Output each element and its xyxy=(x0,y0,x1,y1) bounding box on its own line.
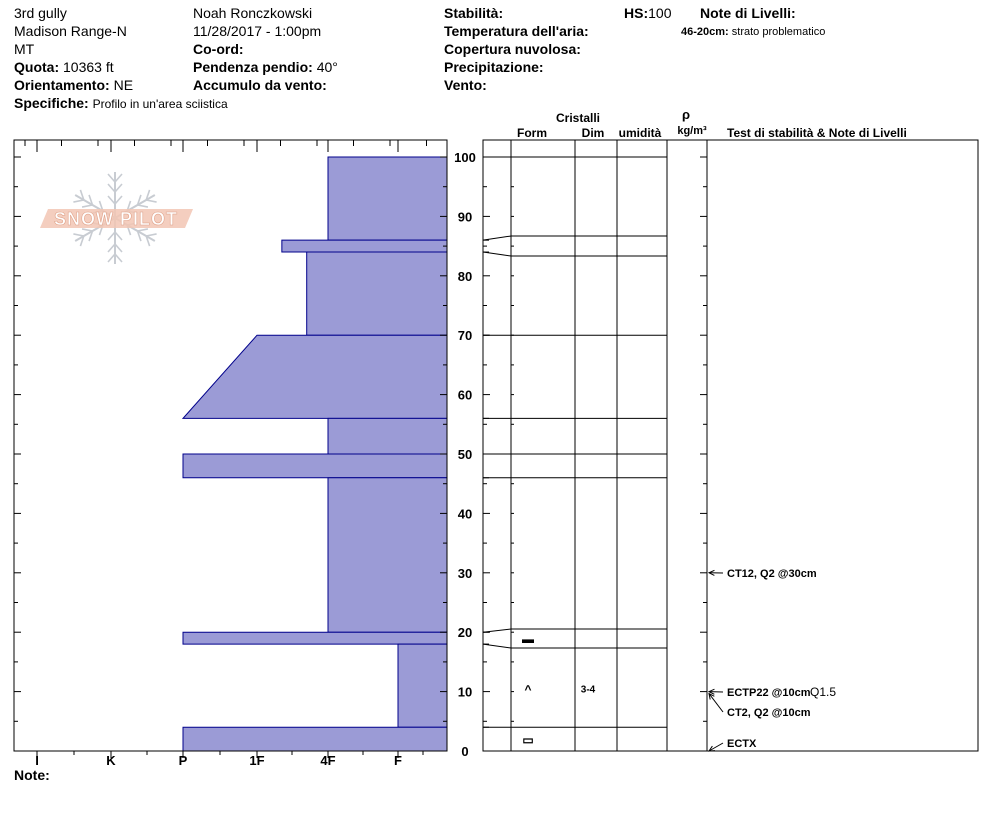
slope-value: 40° xyxy=(316,59,338,75)
datetime: 11/28/2017 - 1:00pm xyxy=(193,23,322,39)
stability-label: Stabilità: xyxy=(444,5,504,21)
height-tick-label: 10 xyxy=(457,684,473,700)
layer-connector xyxy=(483,644,511,648)
header-dim: Dim xyxy=(581,126,605,140)
location-name: 3rd gully xyxy=(14,5,67,21)
elevation-label: Quota: xyxy=(14,59,60,75)
hardness-profile xyxy=(183,157,447,751)
snowpilot-logo xyxy=(40,172,193,264)
hardness-tick-label: P xyxy=(178,753,188,768)
height-tick-label: 50 xyxy=(457,447,473,462)
grain-form-symbol: ^ xyxy=(524,682,532,697)
header-form: Form xyxy=(517,126,547,140)
stability-test-label: ECTP22 @10cm xyxy=(727,687,811,699)
elevation-value: 10363 ft xyxy=(63,59,114,75)
height-tick-label: 80 xyxy=(457,268,473,284)
slope-label: Pendenza pendio: xyxy=(193,59,313,75)
air-temp-label: Temperatura dell'aria: xyxy=(444,23,589,39)
range-name: Madison Range-N xyxy=(14,23,127,39)
precip-label: Precipitazione: xyxy=(444,59,544,75)
layer-connector xyxy=(483,252,511,256)
layer-table xyxy=(483,107,907,751)
hardness-bar xyxy=(183,335,447,418)
aspect-value: NE xyxy=(113,77,134,93)
height-tick-label: 40 xyxy=(457,506,473,522)
hardness-bar xyxy=(328,478,447,632)
chart-frames xyxy=(14,140,978,751)
hardness-tick-label: 4F xyxy=(320,753,336,768)
logo-text: SNOW PILOT xyxy=(54,209,178,229)
hardness-bar xyxy=(183,727,447,751)
state-name: MT xyxy=(14,41,35,57)
header-density-symbol: ρ xyxy=(681,107,691,122)
stability-test-label: ECTX xyxy=(727,738,757,750)
hardness-bar xyxy=(398,644,447,727)
grain-size-label: 3-4 xyxy=(580,684,596,696)
header-density-unit: kg/m³ xyxy=(677,125,707,137)
height-tick-label: 70 xyxy=(457,328,473,344)
hs-label: HS: xyxy=(624,5,649,21)
layer-notes-label: Note di Livelli: xyxy=(700,5,796,21)
test-arrow-line xyxy=(709,743,723,751)
header-moisture: umidità xyxy=(618,126,662,140)
hardness-tick-label: F xyxy=(394,753,402,768)
hardness-tick-label: K xyxy=(106,753,116,768)
height-tick-label: 100 xyxy=(454,150,476,165)
hardness-bar xyxy=(183,454,447,478)
hardness-bar xyxy=(328,418,447,454)
note-label: Note: xyxy=(14,767,50,783)
hardness-tick-label: I xyxy=(35,753,39,768)
hardness-bar xyxy=(282,240,447,252)
stability-test-extra: Q1.5 xyxy=(810,685,837,699)
height-tick-label: 90 xyxy=(457,209,473,225)
height-tick-label: 20 xyxy=(457,625,473,641)
height-tick-label: 30 xyxy=(457,565,473,581)
stability-test-label: CT12, Q2 @30cm xyxy=(727,568,817,580)
table-frame xyxy=(483,140,978,751)
hardness-bar xyxy=(307,252,447,335)
header-crystals: Cristalli xyxy=(555,111,601,125)
layer-note-depth: 46-20cm: xyxy=(681,26,729,38)
header-tests: Test di stabilità & Note di Livelli xyxy=(727,126,907,140)
layer-connector xyxy=(483,236,511,240)
hardness-bar xyxy=(183,632,447,644)
grain-form-symbol: ▬ xyxy=(522,632,534,647)
specifics-value: Profilo in un'area sciistica xyxy=(92,97,228,111)
stability-test-label: CT2, Q2 @10cm xyxy=(727,707,811,719)
coord-label: Co-ord: xyxy=(193,41,244,57)
cloud-label: Copertura nuvolosa: xyxy=(444,41,581,57)
layer-note-text: strato problematico xyxy=(731,26,826,38)
specifics-label: Specifiche: xyxy=(14,95,89,111)
aspect-label: Orientamento: xyxy=(14,77,110,93)
layer-connector xyxy=(483,629,511,632)
wind-label: Vento: xyxy=(444,77,487,93)
height-tick-label: 0 xyxy=(461,744,469,759)
hardness-tick-label: 1F xyxy=(249,753,265,768)
wind-loading-label: Accumulo da vento: xyxy=(193,77,327,93)
hs-value: 100 xyxy=(648,5,672,21)
stability-tests xyxy=(709,568,836,751)
observer: Noah Ronczkowski xyxy=(193,5,313,21)
grain-form-symbol: ▭ xyxy=(522,733,534,748)
hardness-bar xyxy=(328,157,447,240)
test-arrow-line xyxy=(709,694,723,712)
height-tick-label: 60 xyxy=(457,387,473,403)
